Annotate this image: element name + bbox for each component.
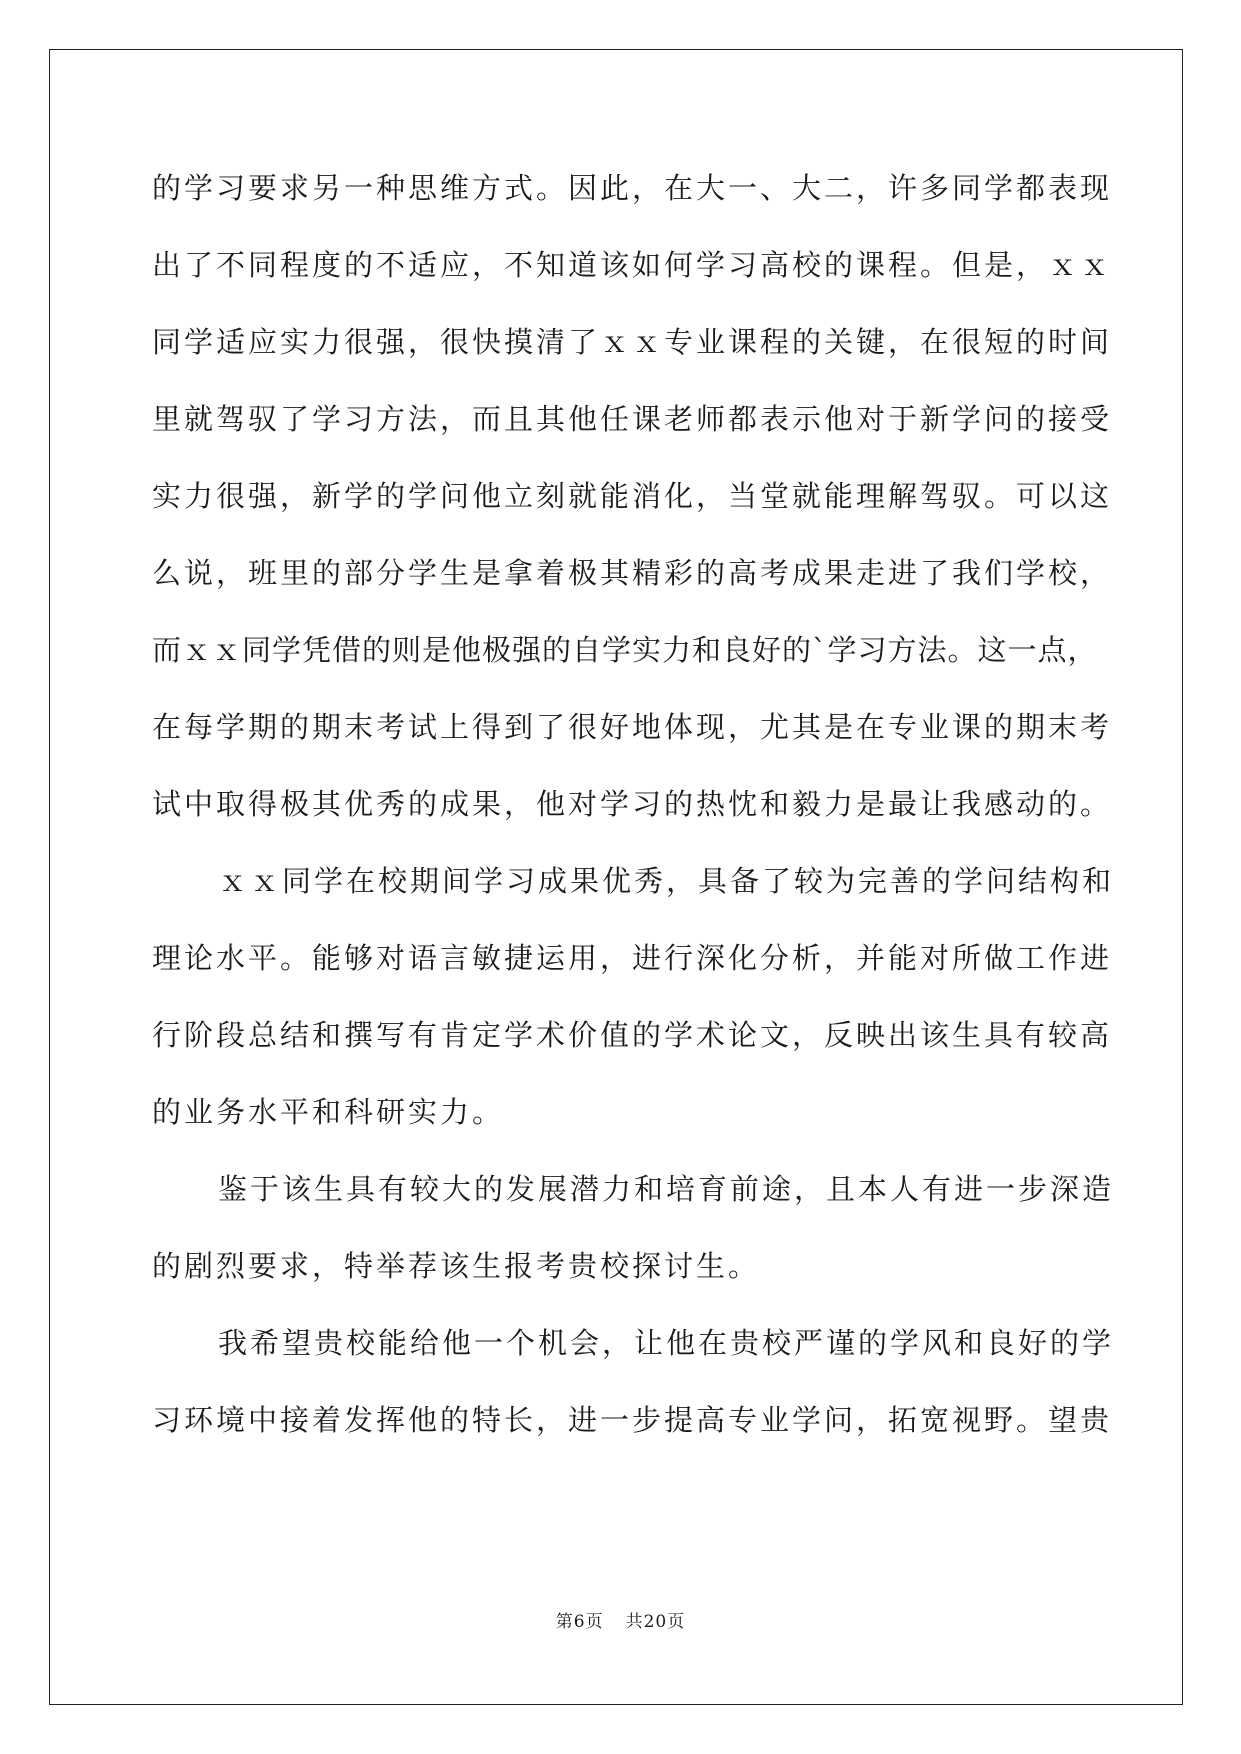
page-footer [0,1610,1241,1634]
text-line: 我希望贵校能给他一个机会，让他在贵校严谨的学风和良好的学 [218,1326,1115,1360]
text-line: 同学适应实力很强，很快摸清了ｘｘ专业课程的关键，在很短的时间 [152,325,1113,359]
text-line: 出了不同程度的不适应，不知道该如何学习高校的课程。但是，ｘｘ [152,248,1113,282]
text-line: 鉴于该生具有较大的发展潜力和培育前途，且本人有进一步深造 [218,1172,1115,1206]
text-line: 里就驾驭了学习方法，而且其他任课老师都表示他对于新学问的接受 [152,402,1113,436]
text-line: 在每学期的期末考试上得到了很好地体现，尤其是在专业课的期末考 [152,710,1113,744]
text-line: 的剧烈要求，特举荐该生报考贵校探讨生。 [152,1249,761,1283]
text-line: 么说，班里的部分学生是拿着极其精彩的高考成果走进了我们学校， [152,556,1113,590]
page-number: 第6页 [555,1612,604,1632]
page-total: 共20页 [625,1612,686,1632]
text-line: 的业务水平和科研实力。 [152,1095,505,1129]
text-line: 而ｘｘ同学凭借的则是他极强的自学实力和良好的`学习方法。这一点， [152,633,1098,667]
text-line: 行阶段总结和撰写有肯定学术价值的学术论文，反映出该生具有较高 [152,1018,1113,1052]
text-line: 的学习要求另一种思维方式。因此，在大一、大二，许多同学都表现 [152,171,1113,205]
body-text [152,150,1115,1459]
text-line: 习环境中接着发挥他的特长，进一步提高专业学问，拓宽视野。望贵 [152,1403,1113,1437]
text-line: 理论水平。能够对语言敏捷运用，进行深化分析，并能对所做工作进 [152,941,1113,975]
text-line: 实力很强，新学的学问他立刻就能消化，当堂就能理解驾驭。可以这 [152,479,1113,513]
text-line: 试中取得极其优秀的成果，他对学习的热忱和毅力是最让我感动的。 [152,787,1113,821]
text-line: ｘｘ同学在校期间学习成果优秀，具备了较为完善的学问结构和 [218,864,1115,898]
